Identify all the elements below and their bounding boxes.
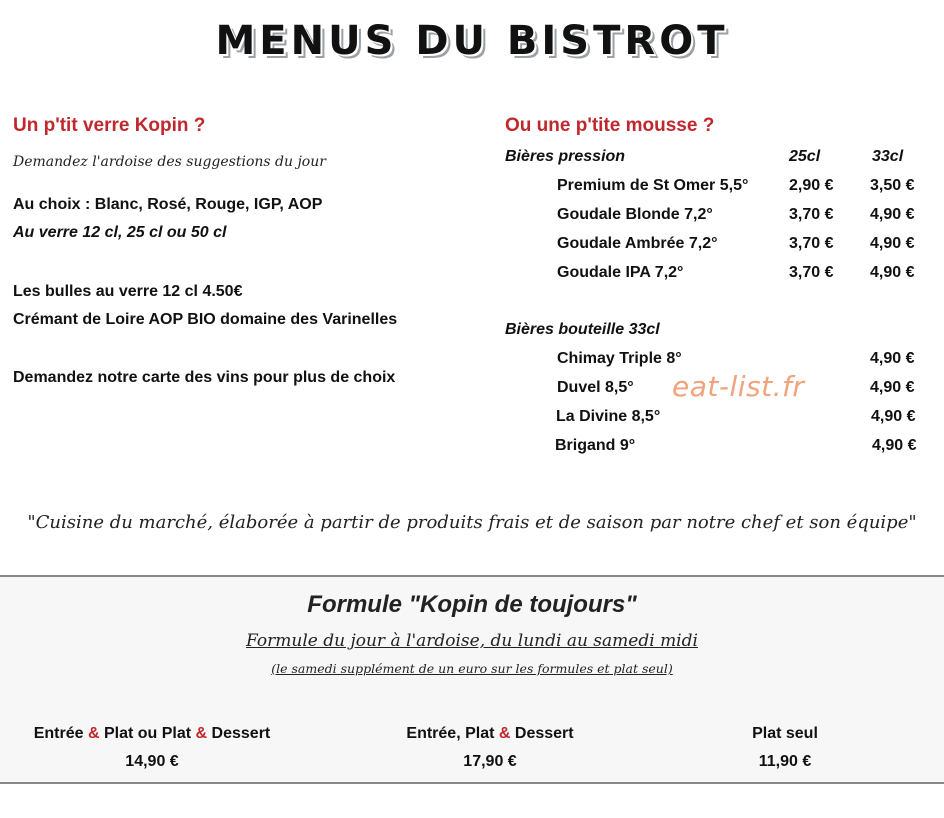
formule-section	[0, 575, 944, 784]
draft-beer-label: Bières pression	[505, 148, 626, 165]
page-title: MENUS DU BISTROT	[215, 18, 729, 64]
option-text: Plat ou Plat	[99, 725, 196, 742]
beer-name: Goudale IPA 7,2°	[557, 264, 684, 281]
beer-price-33: 4,90 €	[870, 235, 915, 252]
option-text: Dessert	[207, 725, 271, 742]
beer-price: 4,90 €	[870, 379, 915, 396]
bottle-beer-label: Bières bouteille 33cl	[505, 321, 660, 338]
beer-price-33: 4,90 €	[870, 206, 915, 223]
option-text: Entrée	[33, 725, 88, 742]
suggestion-note: Demandez l'ardoise des suggestions du jour	[13, 154, 326, 170]
bubbles-line: Les bulles au verre 12 cl 4.50€	[13, 283, 243, 300]
wine-choice-line: Au choix : Blanc, Rosé, Rouge, IGP, AOP	[13, 196, 323, 213]
formule-note: (le samedi supplément de un euro sur les formules et plat seul)	[271, 661, 673, 676]
beer-price-25: 2,90 €	[789, 177, 834, 194]
ampersand: &	[87, 725, 100, 742]
option-price: 17,90 €	[463, 753, 517, 770]
column-33cl: 33cl	[872, 148, 904, 165]
formule-subtitle: Formule du jour à l'ardoise, du lundi au samedi midi	[246, 631, 698, 651]
option-price: 11,90 €	[758, 753, 812, 770]
column-25cl: 25cl	[789, 148, 821, 165]
beer-name: La Divine 8,5°	[556, 408, 661, 425]
option-text: Dessert	[510, 725, 574, 742]
beer-name: Premium de St Omer 5,5°	[557, 177, 749, 194]
wine-glass-line: Au verre 12 cl, 25 cl ou 50 cl	[13, 224, 227, 241]
beer-price: 4,90 €	[871, 408, 916, 425]
beer-name: Goudale Ambrée 7,2°	[557, 235, 718, 252]
wine-list-line: Demandez notre carte des vins pour plus de choix	[13, 369, 396, 386]
beer-name: Brigand 9°	[555, 437, 636, 454]
beer-name: Chimay Triple 8°	[557, 350, 682, 367]
beer-price-25: 3,70 €	[789, 206, 834, 223]
cremant-line: Crémant de Loire AOP BIO domaine des Varinelles	[13, 311, 398, 328]
draft-beer-row	[0, 206, 944, 228]
chef-quote: "Cuisine du marché, élaborée à partir de produits frais et de saison par notre chef et son équipe"	[27, 512, 917, 533]
draft-beer-row	[0, 264, 944, 286]
bottle-beer-row	[0, 437, 944, 459]
beer-price: 4,90 €	[872, 437, 917, 454]
formule-option	[635, 725, 935, 771]
bottle-beer-row	[0, 350, 944, 372]
beer-price: 4,90 €	[870, 350, 915, 367]
beer-heading: Ou une p'tite mousse ?	[505, 115, 715, 136]
option-text: Plat seul	[752, 725, 818, 742]
option-price: 14,90 €	[125, 753, 179, 770]
formule-option	[2, 725, 302, 771]
beer-name: Duvel 8,5°	[557, 379, 634, 396]
draft-beer-row	[0, 235, 944, 257]
draft-beer-row	[0, 177, 944, 199]
option-text: Entrée, Plat	[406, 725, 499, 742]
beer-name: Goudale Blonde 7,2°	[557, 206, 713, 223]
beer-price-33: 3,50 €	[870, 177, 915, 194]
formule-title: Formule "Kopin de toujours"	[307, 591, 637, 618]
beer-price-33: 4,90 €	[870, 264, 915, 281]
ampersand: &	[498, 725, 511, 742]
beer-price-25: 3,70 €	[789, 264, 834, 281]
wine-heading: Un p'tit verre Kopin ?	[13, 115, 206, 136]
bottle-beer-row	[0, 408, 944, 430]
ampersand: &	[195, 725, 208, 742]
beer-price-25: 3,70 €	[789, 235, 834, 252]
formule-option	[340, 725, 640, 771]
watermark: eat-list.fr	[672, 370, 805, 403]
